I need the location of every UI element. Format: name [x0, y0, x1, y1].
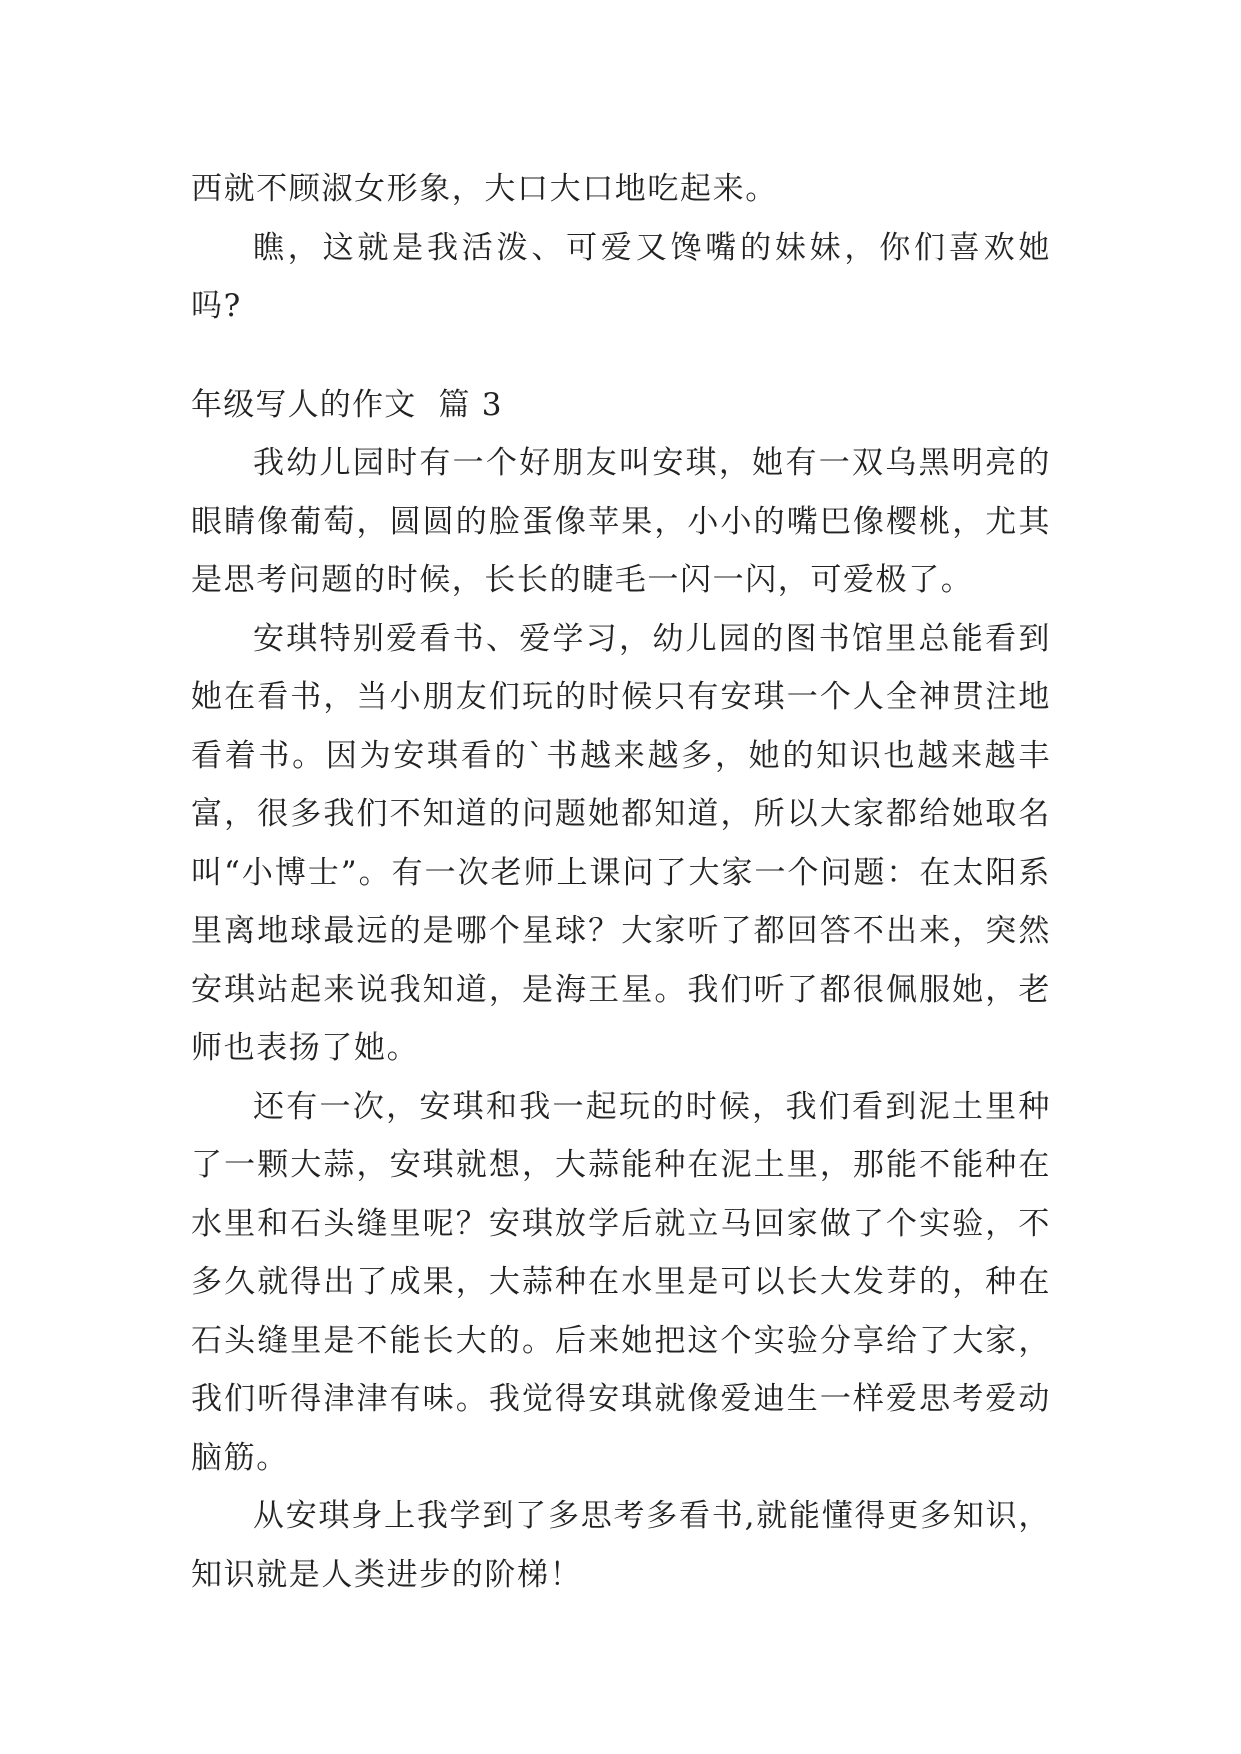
body-paragraph-3: 还有一次，安琪和我一起玩的时候，我们看到泥土里种了一颗大蒜，安琪就想，大蒜能种在泥土里，那能不能种在水里和石头缝里呢？安琪放学后就立马回家做了个实验，不多久就得出了成果，大蒜种在水里是可以长大发芽的，种在石头缝里是不能长大的。后来她把这个实验分享给了大家，我们听得津津有味。我觉得安琪就像爱迪生一样爱思考爱动脑筋。	[191, 1088, 1051, 1476]
closing-paragraph: 瞧，这就是我活泼、可爱又馋嘴的妹妹，你们喜欢她吗?	[191, 229, 1051, 324]
section-title: 年级写人的作文 篇 3	[191, 386, 503, 423]
body-paragraph-4: 从安琪身上我学到了多思考多看书,就能懂得更多知识，知识就是人类进步的阶梯！	[191, 1498, 1051, 1593]
body-paragraph-1: 我幼儿园时有一个好朋友叫安琪，她有一双乌黑明亮的眼睛像葡萄，圆圆的脸蛋像苹果，小小的嘴巴像樱桃，尤其是思考问题的时候，长长的睫毛一闪一闪，可爱极了。	[191, 445, 1051, 598]
document-body	[191, 160, 1051, 1604]
body-paragraph-2: 安琪特别爱看书、爱学习，幼儿园的图书馆里总能看到她在看书，当小朋友们玩的时候只有安琪一个人全神贯注地看着书。因为安琪看的`书越来越多，她的知识也越来越丰富，很多我们不知道的问题她都知道，所以大家都给她取名叫“小博士”。有一次老师上课问了大家一个问题：在太阳系里离地球最远的是哪个星球？大家听了都回答不出来，突然安琪站起来说我知道，是海王星。我们听了都很佩服她，老师也表扬了她。	[191, 620, 1051, 1066]
continued-paragraph: 西就不顾淑女形象，大口大口地吃起来。	[191, 171, 778, 207]
